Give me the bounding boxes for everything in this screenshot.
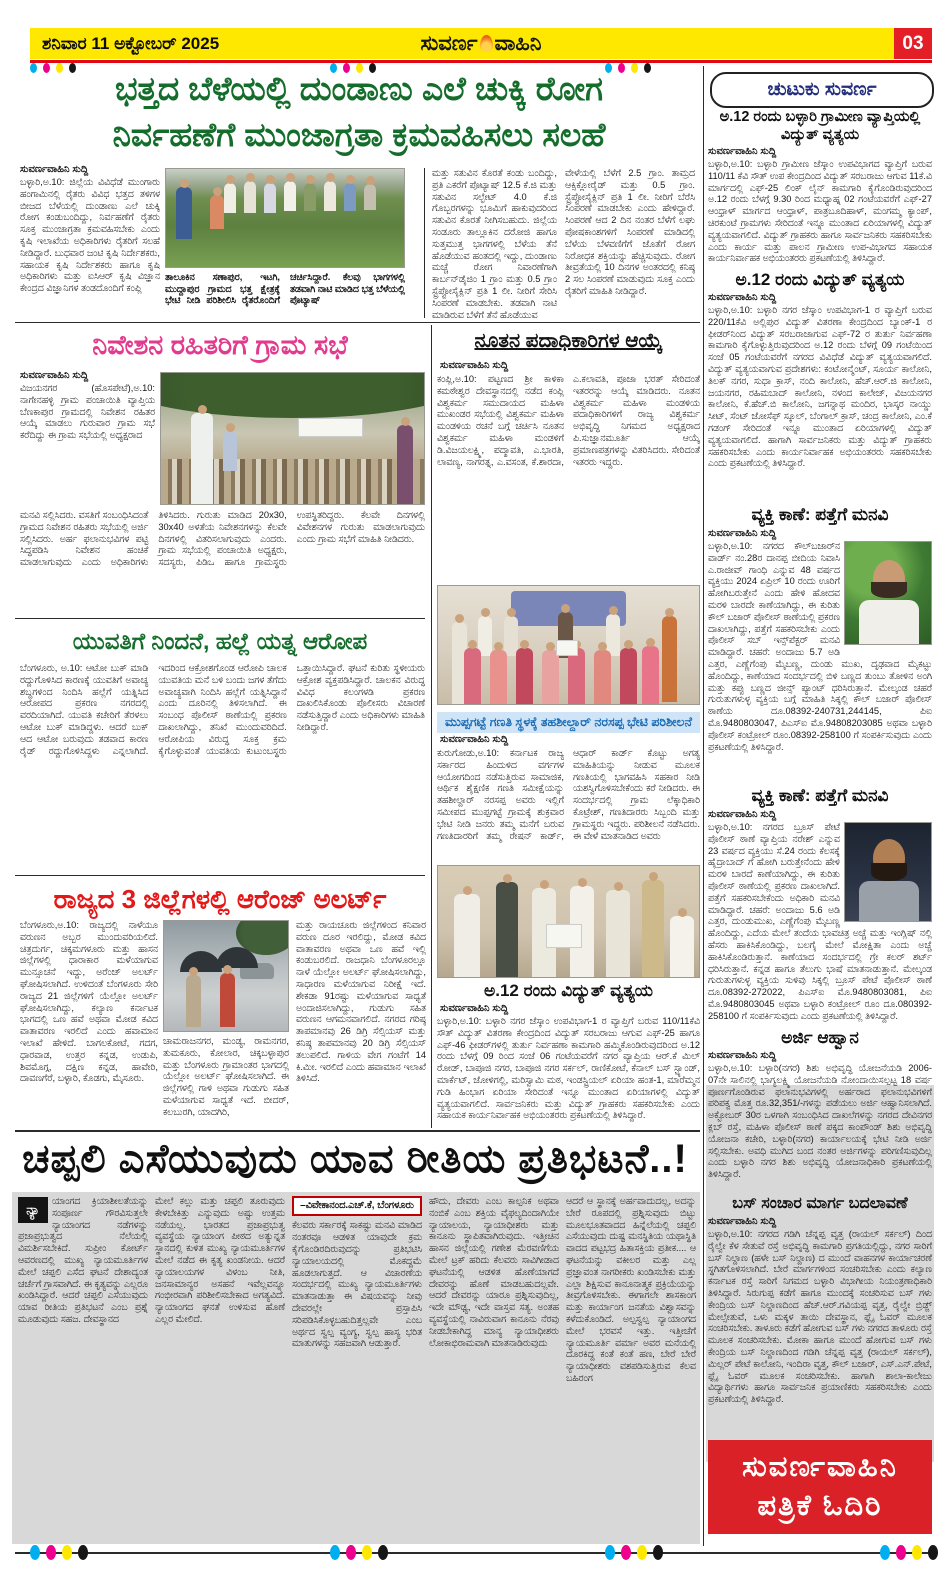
orange-alert-col1: ಬೆಂಗಳೂರು,ಅ.10: ರಾಜ್ಯದಲ್ಲಿ ನಾಳೆಯೂ ವರುಣನ ಅಬ್ಬರ ಮುಂದುವರಿಯಲಿದೆ. ಚಿತ್ರದುರ್ಗ, ಚಿಕ್ಕಮಗಳೂರು ಮತ್ತು ಹಾಸನ ಜಿಲ್ಲೆಗಳಲ್ಲಿ ಧಾರಾಕಾರ ಮಳೆಯಾಗುವ ಮುನ್ಸೂಚನೆ ಇದ್ದು, ಅರೆಂಜ್ ಅಲರ್ಟ್ ಘೋಷಿಸಲಾಗಿದೆ. ಉಳಿದಂತೆ ಬೆಂಗಳೂರು ಸೇರಿ ರಾಜ್ಯದ 21 ಜಿಲ್ಲೆಗಳಿಗೆ ಯೆಲ್ಲೋ ಅಲರ್ಟ್ ಘೋಷಿಸಲಾಗಿದ್ದು, ಕಲ್ಯಾಣ ಕರ್ನಾಟಕ ಭಾಗದಲ್ಲಿ ಒಣ ಹವೆ ಅಥವಾ ಮೋಡ ಕವಿದ ವಾತಾವರಣ ಇರಲಿದೆ ಎಂದು ಹವಾಮಾನ ಇಲಾಖೆ ಹೇಳಿದೆ. ಬಾಗಲಕೋಟೆ, ಗದಗ, ಧಾರವಾಡ, ಉತ್ತರ ಕನ್ನಡ, ಉಡುಪಿ, ಶಿವಮೊಗ್ಗ, ದಕ್ಷಿಣ ಕನ್ನಡ, ಹಾವೇರಿ, ದಾವಣಗೆರೆ, ಬಳ್ಳಾರಿ, ಕೊಡಗು, ಮೈಸೂರು. bbox=[20, 920, 158, 1084]
lead-photo bbox=[165, 168, 405, 268]
read-box-line1: ಸುವರ್ಣವಾಹಿನಿ bbox=[742, 1450, 898, 1483]
sidebar-article-4-byline: ಸುವರ್ಣವಾಹಿನಿ ಸುದ್ದಿ bbox=[708, 809, 777, 820]
registration-dots bbox=[605, 1545, 663, 1560]
section-divider bbox=[15, 322, 700, 323]
read-suvarnavahini-box bbox=[708, 1440, 932, 1534]
document bbox=[546, 924, 582, 948]
missing-person-photo-2 bbox=[844, 822, 932, 922]
sidebar-article-4-body bbox=[708, 822, 932, 1024]
section-divider bbox=[15, 1130, 700, 1132]
lead-col3: ಮತ್ತು ಸತುವಿನ ಕೊರತೆ ಕಂಡು ಬಂದಿದ್ದು, ಪ್ರತಿ ಎಕರೆಗೆ ಪೊಟ್ಯಾಷ್ 12.5 ಕೆ.ಜಿ ಮತ್ತು ಸತುವಿನ ಸಲ್ಫೇಟ್ 4.0 ಕೆ.ಜಿ ಗೊಬ್ಬರಗಳನ್ನು ಭೂಮಿಗೆ ಹಾಕುವುದರಿಂದ ಸತುವಿನ ಕೊರತೆ ನೀಗಿಸಬಹುದು. ಜಿಲ್ಲೆಯ ಸಂಡೂರು ತಾಲ್ಲೂಕಿನ ದರೋಜಿ ಹಾಗೂ ಸುತ್ತಮುತ್ತ ಭಾಗಗಳಲ್ಲಿ ಬೆಳೆಯ ತೆನೆ ಹೊಡೆಯುವ ಹಂತದಲ್ಲಿ ಇದ್ದು, ದುಂಡಾಣು ಮಚ್ಚೆ ರೋಗ ನಿವಾರಣೆಗಾಗಿ ಕಾರ್ಬನ್‌ಡೈಜಿಂ 1 ಗ್ರಾಂ ಮತ್ತು 0.5 ಗ್ರಾಂ ಸ್ಟ್ರೆಪ್ಟೋಸೈಕ್ಲಿನ್ ಪ್ರತಿ 1 ಲೀ. ನೀರಿಗೆ ಸೇರಿಸಿ ಸಿಂಪರಣೆ ಮಾಡಬೇಕು. ತಡವಾಗಿ ನಾಟಿ ಮಾಡಿರುವ ಬೆಳೆಗೆ ತೆನೆ ಹೊಡೆಯುವ bbox=[432, 168, 557, 320]
section-divider bbox=[15, 875, 425, 876]
sidebar-article-1-body: ಬಳ್ಳಾರಿ,ಅ.10: ಬಳ್ಳಾರಿ ಗ್ರಾಮೀಣ ಜೆಸ್ಕಾಂ ಉಪವಿಭಾಗದ ವ್ಯಾಪ್ತಿಗೆ ಬರುವ 110/11 ಕೆವಿ ಸೌತ್ ಉಪ ಕೇಂದ್ರದಿಂದ ವಿದ್ಯುತ್ ಸರಬರಾಜು ಆಗುವ 11ಕೆ.ವಿ ಮಾರ್ಗದಲ್ಲಿ ಎಫ್-25 ಲಿಂಕ್ ಲೈನ್ ಕಾಮಗಾರಿ ಕೈಗೊಂಡಿರುವುದರಿಂದ ಅ.12 ರಂದು ಬೆಳಗ್ಗೆ 9.30 ರಿಂದ ಮಧ್ಯಾಹ್ನ 02 ಗಂಟೆಯವರೆಗೆ ಎಫ್-27 ಆಂಧ್ರಾಳ್ ಮಾರ್ಗದ ಆಂಧ್ರಾಳ್, ಪಾತ್ರಬೂದಿಹಾಳ್, ಮಂಗಮ್ಮ ಕ್ಯಾಂಪ್, ಚಿರಕುಂಟೆ ಗ್ರಾಮಗಳು ಸೇರಿದಂತೆ ಇನ್ನೂ ಮುಂತಾದ ಏರಿಯಾಗಳಲ್ಲಿ ವಿದ್ಯುತ್ ವ್ಯತ್ಯಯವಾಗಲಿದೆ. ವಿದ್ಯುತ್ ಗ್ರಾಹಕರು ಹಾಗೂ ಸಾರ್ವಜನಿಕರು ಸಹಕರಿಸಬೇಕು ಎಂದು ಕಾರ್ಯ ಮತ್ತು ಪಾಲನ ಗ್ರಾಮೀಣ ಉಪ-ವಿಭಾಗದ ಸಹಾಯಕ ಕಾರ್ಯನಿರ್ವಾಹಕ ಅಭಿಯಂತರರು ಪ್ರಕಟಣೆಯಲ್ಲಿ ತಿಳಿಸಿದ್ದಾರೆ. bbox=[708, 159, 932, 264]
padadhikari-body: ಕಂಪ್ಲಿ,ಅ.10: ಪಟ್ಟಣದ ಶ್ರೀ ಕಾಳಿಕಾ ಕಮಠೇಶ್ವರ ದೇವಸ್ಥಾನದಲ್ಲಿ ನಡೆದ ಕಂಪ್ಲಿ ವಿಶ್ವಕರ್ಮ ಸಮುದಾಯದ ಮಹಿಳಾ ಮುಖಂಡರ ಸಭೆಯಲ್ಲಿ ವಿಶ್ವಕರ್ಮ ಮಹಿಳಾ ಮಂಡಳಿಯ ರಚನೆ ಬಗ್ಗೆ ಚರ್ಚಿಸಿ ನೂತನ ವಿಶ್ವಕರ್ಮ ಮಹಿಳಾ ಮಂಡಳಿಗೆ ಡಿ.ವಿಜಯಲಕ್ಷ್ಮಿ, ಪದ್ಮಾವತಿ, ಎ.ಭಾರತಿ, ಲಾವಣ್ಯ, ನಾಗರತ್ನ, ಎ.ವಸಂತ, ಕೆ.ಶಾರದಾ, ಎ.ಕಲಾವತಿ, ಪೂಜಾ ಭರತ್ ಸೇರಿದಂತೆ ಇತರರನ್ನು ಆಯ್ಕೆ ಮಾಡಿದರು. ನೂತನ ವಿಶ್ವಕರ್ಮ ಮಹಿಳಾ ಮಂಡಳಿಯ ಪದಾಧಿಕಾರಿಗಳಿಗೆ ರಾಜ್ಯ ವಿಶ್ವಕರ್ಮ ಅಭಿವೃದ್ಧಿ ನಿಗಮದ ಅಧ್ಯಕ್ಷರಾದ ಪಿ.ಸುಜ್ಞಾನಮೂರ್ತಿ ಆಯ್ಕೆ ಪ್ರಮಾಣಪತ್ರಗಳನ್ನು ವಿತರಿಸಿದರು. ಸೇರಿದಂತೆ ಇತರರು ಇದ್ದರು. bbox=[437, 374, 700, 467]
missing-person-photo-1 bbox=[844, 541, 932, 645]
bottom-rule bbox=[15, 1552, 935, 1554]
registration-dots bbox=[880, 1545, 938, 1560]
gram-sabha-byline: ಸುವರ್ಣವಾಹಿನಿ ಸುದ್ದಿ bbox=[20, 370, 89, 381]
chappali-col1 bbox=[18, 1196, 148, 1540]
sidebar-article-6-byline: ಸುವರ್ಣವಾಹಿನಿ ಸುದ್ದಿ bbox=[708, 1216, 777, 1227]
orange-alert-headline: ರಾಜ್ಯದ 3 ಜಿಲ್ಲೆಗಳಲ್ಲಿ ಆರೆಂಜ್ ಅಲರ್ಟ್ bbox=[53, 884, 387, 914]
vidyut-mid-headline: ಅ.12 ರಂದು ವಿದ್ಯುತ್ ವ್ಯತ್ಯಯ bbox=[484, 981, 653, 1000]
padadhikari-headline: ನೂತನ ಪದಾಧಿಕಾರಿಗಳ ಆಯ್ಕೆ bbox=[474, 330, 663, 352]
handover-photo bbox=[437, 865, 700, 978]
padadhikari-byline: ಸುವರ್ಣವಾಹಿನಿ ಸುದ್ದಿ bbox=[440, 360, 509, 371]
sidebar-article-5-byline: ಸುವರ್ಣವಾಹಿನಿ ಸುದ್ದಿ bbox=[708, 1050, 777, 1061]
newspaper-logo bbox=[30, 32, 932, 56]
certificate bbox=[556, 640, 578, 656]
section-divider bbox=[15, 618, 425, 619]
sidebar-article-5-headline: ಅರ್ಜಿ ಆಹ್ವಾನ bbox=[781, 1028, 859, 1047]
group-photo bbox=[437, 585, 700, 705]
sidebar-article-3-text: ಬಳ್ಳಾರಿ,ಅ.10: ನಗರದ ಕೌಲ್‌ಬಜಾರ್‌ನ ವಾರ್ಡ್ ನಂ.28ರ ದಾನಪ್ಪ ಬೀದಿಯ ನಿವಾಸಿ ಎ.ರಾಜೀವ್ ಗಾಂಧಿ ಎನ್ನುವ 48 ವರ್ಷದ ವ್ಯಕ್ತಿಯು 2024 ಏಪ್ರಿಲ್ 10 ರಂದು ಊರಿಗೆ ಹೋಗಿಬರುತ್ತೇನೆ ಎಂದು ಹೇಳಿ ಹೋದವ ಮರಳಿ ಬಾರದೇ ಕಾಣೆಯಾಗಿದ್ದು, ಈ ಕುರಿತು ಕೌಲ್ ಬಜಾರ್ ಪೊಲೀಸ್ ಠಾಣೆಯಲ್ಲಿ ಪ್ರಕರಣ ದಾಖಲಾಗಿದ್ದು, ಪತ್ತೆಗೆ ಸಹಕರಿಸಬೇಕು ಎಂದು ಪೊಲೀಸ್ ಸಬ್ ಇನ್ಸ್‌ಪೆಕ್ಟರ್ ಮನವಿ ಮಾಡಿದ್ದಾರೆ. ಚಹರೆ: ಅಂದಾಜು 5.7 ಅಡಿ ಎತ್ತರ, ಎಣ್ಣೆಗೆಂಪು ಮೈಬಣ್ಣ, ದುಂಡು ಮುಖ, ದೃಢವಾದ ಮೈಕಟ್ಟು ಹೊಂದಿದ್ದು, ಕಾಣೆಯಾದ ಸಂದರ್ಭದಲ್ಲಿ ಬಿಳಿ ಬಣ್ಣದ ತುಂಬು ತೋಳಿನ ಅಂಗಿ ಮತ್ತು ಕಪ್ಪು ಬಣ್ಣದ ಜೀನ್ಸ್ ಪ್ಯಾಂಟ್ ಧರಿಸಿರುತ್ತಾನೆ. ಮೇಲ್ಕಂಡ ಚಹರೆ ಗುರುತುಗಳುಳ್ಳ ವ್ಯಕ್ತಿಯ ಬಗ್ಗೆ ಮಾಹಿತಿ ಸಿಕ್ಕಲ್ಲಿ ಕೌಲ್ ಬಜಾರ್ ಪೊಲೀಸ್ ಠಾಣೆಯ ದೂ.08392-240731,244145, ಪಿಐ ಮೊ.9480803047, ಪಿಎಸ್ಐ ಮೊ.94808203085 ಅಥವಾ ಬಳ್ಳಾರಿ ಪೊಲೀಸ್ ಕಂಟ್ರೋಲ್ ರೂಂ.08392-258100 ಗೆ ಸಂಪರ್ಕಿಸುವುದು ಎಂದು ಪ್ರಕಟಣೆಯಲ್ಲಿ ತಿಳಿಸಿದ್ದಾರೆ. bbox=[708, 541, 932, 752]
sidebar-article-6-headline: ಬಸ್ ಸಂಚಾರ ಮಾರ್ಗ ಬದಲಾವಣೆ bbox=[732, 1195, 908, 1212]
sidebar-article-2-headline: ಅ.12 ರಂದು ವಿದ್ಯುತ್ ವ್ಯತ್ಯಯ bbox=[735, 270, 905, 289]
sidebar-article-5-body: ಬಳ್ಳಾರಿ,ಅ.10: ಬಳ್ಳಾರಿ(ನಗರ) ಶಿಶು ಅಭಿವೃದ್ಧಿ ಯೋಜನೆಯಡಿ 2006-07ನೇ ಸಾಲಿನಲ್ಲಿ ಭಾಗ್ಯಲಕ್ಷ್ಮಿ ಯೋಜನೆಯಡಿ ನೋಂದಾಯಿಸಲ್ಪಟ್ಟ 18 ವರ್ಷ ಪೂರ್ಣಗೊಂಡಿರುವ ಫಲಾನುಭವಿಗಳಲ್ಲಿ ಅರ್ಹರಾದ ಫಲಾನುಭವಿಗಳಿಗೆ ಪರಿಪಕ್ವ ಮೊತ್ತ ರೂ.32,351/-ಗಳನ್ನು ಪಡೆಯಲು ಅರ್ಜಿ ಆಹ್ವಾನಿಸಲಾಗಿದೆ. ಅಕ್ಟೋಬರ್ 30ರ ಒಳಗಾಗಿ ಸಂಬಂಧಿಸಿದ ದಾಖಲೆಗಳನ್ನು ನಗರದ ದೇವಿನಗರ ಕ್ಲಬ್ ರಸ್ತೆ, ಮಹಿಳಾ ಪೊಲೀಸ್ ಠಾಣೆ ಪಕ್ಕದ ಕಾಂಪೌಂಡ್ ಶಿಶು ಅಭಿವೃದ್ಧಿ ಯೋಜನಾ ಕಚೇರಿ, ಬಳ್ಳಾರಿ(ನಗರ) ಕಾರ್ಯಾಲಯಕ್ಕೆ ಭೇಟಿ ನೀಡಿ ಅರ್ಜಿ ಸಲ್ಲಿಸಬೇಕು. ಅವಧಿ ಮುಗಿದ ಬಂದ ನಂತರ ಅರ್ಜಿಗಳನ್ನು ಪರಿಗಣಿಸುವುದಿಲ್ಲ ಎಂದು ಬಳ್ಳಾರಿ ನಗರ ಶಿಶು ಅಭಿವೃದ್ಧಿ ಯೋಜನಾಧಿಕಾರಿ ಪ್ರಕಟಣೆಯಲ್ಲಿ ತಿಳಿಸಿದ್ದಾರೆ. bbox=[708, 1063, 932, 1180]
sidebar-article-2-byline: ಸುವರ್ಣವಾಹಿನಿ ಸುದ್ದಿ bbox=[708, 292, 777, 303]
lead-headline-line2: ನಿರ್ವಹಣೆಗೆ ಮುಂಜಾಗ್ರತಾ ಕ್ರಮವಹಿಸಲು ಸಲಹೆ bbox=[112, 116, 606, 154]
sidebar-article-2-body: ಬಳ್ಳಾರಿ,ಅ.10: ಬಳ್ಳಾರಿ ನಗರ ಜೆಸ್ಕಾಂ ಉಪವಿಭಾಗ-1 ರ ವ್ಯಾಪ್ತಿಗೆ ಬರುವ 220/11ಕೆವಿ ಅಲ್ಲಿಪುರ ವಿದ್ಯುತ್ ವಿತರಣಾ ಕೇಂದ್ರದಿಂದ ಬ್ಯಾಂಕ್-1 ರ ಫೀಡರ್‌ನಿಂದ ವಿದ್ಯುತ್ ಸರಬರಾಜಾಗುವ ಎಫ್-72 ರ ತುರ್ತು ನಿರ್ವಹಣಾ ಕಾಮಗಾರಿ ಕೈಗೊಳ್ಳುತ್ತಿರುವುದರಿಂದ ಅ.12 ರಂದು ಬೆಳಗ್ಗೆ 09 ಗಂಟೆಯಿಂದ ಸಂಜೆ 05 ಗಂಟೆಯವರೆಗೆ ನಗರದ ವಿವಿಧೆಡೆ ವಿದ್ಯುತ್ ವ್ಯತ್ಯಯವಾಗಲಿದೆ. ವಿದ್ಯುತ್ ವ್ಯತ್ಯಯವಾಗುವ ಪ್ರದೇಶಗಳು: ಕಂಟೋನ್ಮೆಂಟ್, ಸೂರ್ಯ ಕಾಲೋನಿ, ತಿಲಕ್ ನಗರ, ಸುಧಾ ಕ್ರಾಸ್, ನಂದಿ ಕಾಲೋನಿ, ಹೆಚ್.ಆರ್.ಜಿ ಕಾಲೋನಿ, ಜಯನಗರ, ರಹಿಮಬಾದ್ ಕಾಲೋನಿ, ನಳಂದ ಕಾಲೇಜ್, ವಿಜಯನಗರ ಕಾಲೋನಿ, ಕೆ.ಹೆಚ್.ಬಿ ಕಾಲೋನಿ, ಜಗನ್ನಾಥ ಮಂದಿರ, ಭಾಸ್ಕರ ನಾಯ್ಡು ಸೀಟ್, ಸೆಂಟ್ ಜೋಸೆಫ್ ಸ್ಕೂಲ್, ಬೆಂಗಾಲ್ ಕ್ರಾಸ್, ಚಂದ್ರ ಕಾಲೋನಿ, ಎಂ.ಕೆ ಗಡಂಗ್ ಸೇರಿದಂತೆ ಇನ್ನೂ ಮುಂತಾದ ಏರಿಯಾಗಳಲ್ಲಿ ವಿದ್ಯುತ್ ವ್ಯತ್ಯಯವಾಗಲಿದೆ. ಹಾಗಾಗಿ ಸಾರ್ವಜನಿಕರು ಮತ್ತು ವಿದ್ಯುತ್ ಗ್ರಾಹಕರು ಸಹಕರಿಸಬೇಕು ಎಂದು ಕಾರ್ಯನಿರ್ವಾಹಕ ಅಭಿಯಂತರರು ಸಹಕರಿಸಬೇಕು ಎಂದು ಪ್ರಕಟಣೆಯಲ್ಲಿ ತಿಳಿಸಿದ್ದಾರೆ. bbox=[708, 305, 932, 469]
lead-photo-caption: ತಾಲೂಕಿನ ಸಣಾಪುರ, ಇಟಗಿ, ಮುದ್ದಾಪುರ ಗ್ರಾಮದ ಭತ್ತ ಕ್ಷೇತ್ರಕ್ಕೆ ಭೇಟಿ ನೀಡಿ ಪರಿಶೀಲಿಸಿ ರೈತರೊಂದಿಗೆ ಚರ್ಚಿಸಿದ್ದಾರೆ. ಕೆಲವು ಭಾಗಗಳಲ್ಲಿ ತಡವಾಗಿ ನಾಟಿ ಮಾಡಿದ ಭತ್ತ ಬೆಳೆಯಲ್ಲಿ ಪೊಟ್ಯಾಷ್ bbox=[165, 272, 405, 306]
chappali-col1-text: ಯಾಂಗದ ಕ್ರಿಯಾಶೀಲತೆಯನ್ನು ಸಂಪೂರ್ಣ ಗೌರವಿಸುತ್ತಲೇ ನ್ಯಾಯಾಂಗದ ನಡೆಗಳನ್ನು ಪ್ರಜಾಪ್ರಭುತ್ವದ ನೆಲೆಯಲ್ಲಿ ವಿಮರ್ಶಿಸಬೇಕಿದೆ. ಸುಪ್ರೀಂ ಕೋರ್ಟ್ ಆವರಣದಲ್ಲಿ ಮುಖ್ಯ ನ್ಯಾಯಮೂರ್ತಿಗಳ ಮೇಲೆ ಚಪ್ಪಲಿ ಎಸೆದ ಘಟನೆ ದೇಶಾದ್ಯಂತ ಚರ್ಚೆಗೆ ಗ್ರಾಸವಾಗಿದೆ. ಈ ಕೃತ್ಯವನ್ನು ಎಲ್ಲರೂ ಖಂಡಿಸಿದ್ದಾರೆ. ಆದರೆ ಚಪ್ಪಲಿ ಎಸೆಯುವುದು ಯಾವ ರೀತಿಯ ಪ್ರತಿಭಟನೆ ಎಂಬ ಪ್ರಶ್ನೆ ಮೂಡುವುದು ಸಹಜ. ದೇವಸ್ಥಾನದ bbox=[18, 1196, 148, 1324]
sidebar-article-1-headline: ಅ.12 ರಂದು ಬಳ್ಳಾರಿ ಗ್ರಾಮೀಣ ವ್ಯಾಪ್ತಿಯಲ್ಲಿ ವಿದ್ಯುತ್ ವ್ಯತ್ಯಯ bbox=[719, 109, 921, 144]
ganati-byline: ಸುವರ್ಣವಾಹಿನಿ ಸುದ್ದಿ bbox=[440, 734, 509, 745]
registration-dots bbox=[330, 1545, 388, 1560]
sidebar-article-6-body: ಬಳ್ಳಾರಿ,ಅ.10: ನಗರದ ಗಡಿಗಿ ಚೆನ್ನಪ್ಪ ವೃತ್ತ (ರಾಯಲ್ ಸರ್ಕಲ್) ದಿಂದ ರೈಲ್ವೇ ಕೆಳ ಸೇತುವೆ ರಸ್ತೆ ಅಭಿವೃದ್ಧಿ ಕಾಮಗಾರಿ ಪ್ರಗತಿಯಲ್ಲಿದ್ದು, ನಗರ ಸಾರಿಗೆ ಬಸ್ ನಿಲ್ದಾಣ (ಹಳೇ ಬಸ್ ನಿಲ್ದಾಣ) ದ ಮುಂದೆ ವಾಹನಗಳ ಕಾರ್ಯಾಚರಣೆ ಸ್ಥಗಿತಗೊಳಿಸಲಾಗಿದೆ. ಬೇರೆ ಮಾರ್ಗಗಳಿಂದ ಸಂಚರಿಸಬೇಕು ಎಂದು ಕಲ್ಯಾಣ ಕರ್ನಾಟಕ ರಸ್ತೆ ಸಾರಿಗೆ ನಿಗಮದ ಬಳ್ಳಾರಿ ವಿಭಾಗೀಯ ನಿಯಂತ್ರಣಾಧಿಕಾರಿ ತಿಳಿಸಿದ್ದಾರೆ. ಸಿರುಗುಪ್ಪ ಕಡೆಗೆ ಹಾಗೂ ಮುಂದಕ್ಕೆ ಸಂಚರಿಸುವ ಬಸ್ ಗಳು ಕೇಂದ್ರಿಯ ಬಸ್ ನಿಲ್ದಾಣದಿಂದ ಹೆಚ್.ಆರ್.ಗವಿಯಪ್ಪ ವೃತ್ತ, ರೈಲ್ವೇ ಬ್ರಿಡ್ಜ್ ಮೇಲ್ಸೇತುವೆ, ಒಳು ಮಕ್ಕಳ ತಾಯಿ ದೇವಸ್ಥಾನ, ಫ್ಲೈ ಓವರ್ ಮೂಲಕ ಸಂಚರಿಸಬೇಕು. ತಾಳೂರು ಕಡೆಗೆ ಹೋಗುವ ಬಸ್ ಗಳು ನಗರದ ತಾಳೂರು ರಸ್ತೆ ಮೂಲಕ ಸಂಚರಿಸಬೇಕು. ಮೋಕಾ ಹಾಗೂ ಮುಂದೆ ಹೋಗುವ ಬಸ್ ಗಳು ಕೇಂದ್ರಿಯ ಬಸ್ ನಿಲ್ದಾಣದಿಂದ ಗಡಿಗಿ ಚೆನ್ನಪ್ಪ ವೃತ್ತ (ರಾಯಲ್ ಸರ್ಕಲ್), ಮಿಲ್ಲರ್ ಪೇಟೆ ಕಾಲೋನಿ, ಇಂದಿರಾ ವೃತ್ತ, ಕೌಲ್ ಬಜಾರ್, ಎಸ್.ಎನ್.ಪೇಟೆ, ಫ್ಲೈ ಓವರ್ ಮೂಲಕ ಸಂಚರಿಸಬೇಕು. ಹಾಗಾಗಿ ಶಾಲಾ-ಕಾಲೇಜು ವಿದ್ಯಾರ್ಥಿಗಳು ಹಾಗೂ ಸಾರ್ವಜನಿಕ ಪ್ರಯಾಣಿಕರು ಸಹಕರಿಸಬೇಕು ಎಂದು ಪ್ರಕಟಣೆಯಲ್ಲಿ ತಿಳಿಸಿದ್ದಾರೆ. bbox=[708, 1229, 932, 1405]
banner bbox=[298, 418, 363, 437]
sidebar-article-3-body bbox=[708, 541, 932, 782]
page-number-badge: 03 bbox=[894, 28, 932, 59]
author-box: –ವಿವೇಕಾನಂದ.ಎಚ್.ಕೆ, ಬೆಂಗಳೂರು bbox=[292, 1196, 422, 1216]
logo-text-right: ವಾಹಿನಿ bbox=[494, 31, 542, 55]
chappali-col3-text: ಕೆಲವರು ಸರ್ಕಾರಕ್ಕೆ ಸಾಕಷ್ಟು ಮನವಿ ಮಾಡಿದ ನಂತರವೂ ಆಡಳಿತ ಯಾವುದೇ ಕ್ರಮ ಕೈಗೊಂಡಿರದಿರುವುದನ್ನು ಪ್ರತಿಭಟಿಸಿ ನ್ಯಾಯಾಲಯದಲ್ಲಿ ಮೊಕದ್ದಮೆ ಹೂಡಲಾಗುತ್ತದೆ. ಆ ವಿಚಾರಣೆಯ ಸಂದರ್ಭದಲ್ಲಿ ಮುಖ್ಯ ನ್ಯಾಯಮೂರ್ತಿಗಳು ಮಾತನಾಡುತ್ತಾ ಈ ವಿಷಯವನ್ನು ನೀವು ದೇವರಲ್ಲೇ ಪ್ರಸ್ತಾಪಿಸಿ ಸರಿಪಡಿಸಿಕೊಳ್ಳಬಹುದಿತ್ತಲ್ಲವೇ ಎಂಬ ಅರ್ಥದ ಸ್ವಲ್ಪ ವ್ಯಂಗ್ಯ, ಸ್ವಲ್ಪ ಹಾಸ್ಯ ಭರಿತ ಮಾತುಗಳನ್ನು ಸಹಜವಾಗಿ ಆಡುತ್ತಾರೆ. bbox=[292, 1220, 422, 1349]
lead-headline-line1: ಭತ್ತದ ಬೆಳೆಯಲ್ಲಿ ದುಂಡಾಣು ಎಲೆ ಚುಕ್ಕಿ ರೋಗ bbox=[114, 70, 603, 107]
vidyut-mid-body: ಬಳ್ಳಾರಿ,ಅ.10: ಬಳ್ಳಾರಿ ನಗರ ಜೆಸ್ಕಾಂ ಉಪವಿಭಾಗ-1 ರ ವ್ಯಾಪ್ತಿಗೆ ಬರುವ 110/11ಕೆವಿ ಸೌತ್ ವಿದ್ಯುತ್ ವಿತರಣಾ ಕೇಂದ್ರದಿಂದ ವಿದ್ಯುತ್ ಸರಬರಾಜು ಆಗುವ ಎಫ್-25 ಹಾಗೂ ಎಫ್-46 ಫೀಡರ್‌ಗಳಲ್ಲಿ ತುರ್ತು ನಿರ್ವಹಣಾ ಕಾಮಗಾರಿ ಹಮ್ಮಿಕೊಂಡಿರುವುದರಿಂದ ಅ.12 ರಂದು ಬೆಳಗ್ಗೆ 09 ರಿಂದ ಸಂಜೆ 06 ಗಂಟೆಯವರೆಗೆ ನಗರ ವ್ಯಾಪ್ತಿಯ ಆರ್.ಕೆ ಮಿಲ್ ರೋಡ್, ಬಾಪೂಜಿ ನಗರ, ಬಾಪೂಜಿ ನಗರ ಸರ್ಕಲ್, ರಾಣಿಕೋಟೆ, ಕೆನಾಲ್ ಬಸ್ ಸ್ಟ್ಯಾಂಡ್, ಮಾರ್ಕೆಟ್, ಜೋಳಿಗಲ್ಲಿ, ಮರಿಸ್ವಾಮಿ ಮಠ, ಇಂಡಸ್ಟ್ರಿಯಲ್ ಏರಿಯಾ ಹಂತ-1, ಮಾರೆಮ್ಮನ ಗುಡಿ ಹಿಂಭಾಗ ಏರಿಯಾ ಸೇರಿದಂತೆ ಇನ್ನೂ ಮುಂತಾದ ಏರಿಯಾಗಳಲ್ಲಿ ವಿದ್ಯುತ್ ವ್ಯತ್ಯಯವಾಗಲಿದೆ. ಸಾರ್ವಜನಿಕರು ಮತ್ತು ವಿದ್ಯುತ್ ಗ್ರಾಹಕರು ಸಹಕರಿಸಬೇಕು ಎಂದು ಸಹಾಯಕ ಕಾರ್ಯನಿರ್ವಾಹಕ ಅಭಿಯಂತರರು ಪ್ರಕಟಣೆಯಲ್ಲಿ ತಿಳಿಸಿದ್ದಾರೆ. bbox=[437, 1016, 700, 1121]
yuvati-body: ಬೆಂಗಳೂರು, ಅ.10: ಆಟೋ ಬುಕ್ ಮಾಡಿ ರದ್ದುಗೊಳಿಸಿದ ಕಾರಣಕ್ಕೆ ಯುವತಿಗೆ ಅವಾಚ್ಯ ಶಬ್ದಗಳಿಂದ ನಿಂದಿಸಿ ಹಲ್ಲೆಗೆ ಯತ್ನಿಸಿದ ಆರೋಪದ ಪ್ರಕರಣ ನಗರದಲ್ಲಿ ವರದಿಯಾಗಿದೆ. ಯುವತಿ ಕಚೇರಿಗೆ ತೆರಳಲು ಆಟೋ ಬುಕ್ ಮಾಡಿದ್ದಳು. ಆದರೆ ಬುಕ್ ಆದ ಆಟೋ ಬರುವುದು ತಡವಾದ ಕಾರಣ ರೈಡ್ ರದ್ದುಗೊಳಿಸಿದ್ದಳು ಎನ್ನಲಾಗಿದೆ. ಇದರಿಂದ ಆಕ್ರೋಶಗೊಂಡ ಆರೋಪಿ ಚಾಲಕ ಯುವತಿಯ ಮನೆ ಬಳಿ ಬಂದು ಜಗಳ ತೆಗೆದು ಅವಾಚ್ಯವಾಗಿ ನಿಂದಿಸಿ ಹಲ್ಲೆಗೆ ಯತ್ನಿಸಿದ್ದಾನೆ ಎಂದು ದೂರಿನಲ್ಲಿ ತಿಳಿಸಲಾಗಿದೆ. ಈ ಸಂಬಂಧ ಪೊಲೀಸ್ ಠಾಣೆಯಲ್ಲಿ ಪ್ರಕರಣ ದಾಖಲಾಗಿದ್ದು, ತನಿಖೆ ಮುಂದುವರಿದಿದೆ. ಆರೋಪಿಯ ವಿರುದ್ಧ ಸೂಕ್ತ ಕ್ರಮ ಕೈಗೊಳ್ಳುವಂತೆ ಯುವತಿಯ ಕುಟುಂಬಸ್ಥರು ಒತ್ತಾಯಿಸಿದ್ದಾರೆ. ಘಟನೆ ಕುರಿತು ಸ್ಥಳೀಯರು ಆಕ್ರೋಶ ವ್ಯಕ್ತಪಡಿಸಿದ್ದಾರೆ. ಚಾಲಕನ ವಿರುದ್ಧ ವಿವಿಧ ಕಲಂಗಳಡಿ ಪ್ರಕರಣ ದಾಖಲಿಸಿಕೊಂಡು ಪೊಲೀಸರು ವಿಚಾರಣೆ ನಡೆಸುತ್ತಿದ್ದಾರೆ ಎಂದು ಅಧಿಕಾರಿಗಳು ಮಾಹಿತಿ ನೀಡಿದ್ದಾರೆ. bbox=[20, 663, 425, 756]
sidebar-article-4-text: ಬಳ್ಳಾರಿ,ಅ.10: ನಗರದ ಬ್ರೂಸ್ ಪೇಟೆ ಪೊಲೀಸ್ ಠಾಣೆ ವ್ಯಾಪ್ತಿಯ ನರೇಶ್ ಎನ್ನುವ 23 ವರ್ಷದ ವ್ಯಕ್ತಿಯು ಸೆ.24 ರಂದು ಕೆಲಸಕ್ಕೆ ಹೈದ್ರಾಬಾದ್ ಗೆ ಹೋಗಿ ಬರುತ್ತೇನೆಂದು ಹೇಳಿ ಮರಳಿ ಬಾರದೆ ಕಾಣೆಯಾಗಿದ್ದು, ಈ ಕುರಿತು ಪೊಲೀಸ್ ಠಾಣೆಯಲ್ಲಿ ಪ್ರಕರಣ ದಾಖಲಾಗಿದೆ. ಪತ್ತೆಗೆ ಸಹಕರಿಸಬೇಕೆಂದು ಅಧಿಕಾರಿ ಮನವಿ ಮಾಡಿದ್ದಾರೆ. ಚಹರೆ: ಅಂದಾಜು 5.6 ಅಡಿ ಎತ್ತರ, ದುಂಡುಮುಖ, ಎಣ್ಣೆಗೆಂಪು ಮೈಬಣ್ಣ ಹೊಂದಿದ್ದು, ಎದೆಯ ಮೇಲೆ ತಂದೆಯ ಭಾವಚಿತ್ರ ಅಚ್ಚೆ ಮತ್ತು ಇಂಗ್ಲಿಷ್ ನಲ್ಲಿ ಹೆಸರು ಹಾಕಿಸಿಕೊಂಡಿದ್ದು, ಬಲಗೈ ಮೇಲೆ ಮೋಕ್ಷಿತಾ ಎಂದು ಅಚ್ಚೆ ಹಾಕಿಸಿಕೊಂಡಿರುತ್ತಾನೆ. ಕಾಣೆಯಾದ ಸಂದರ್ಭದಲ್ಲಿ ಗ್ರೇ ಕಲರ್ ಶರ್ಟ್ ಧರಿಸಿರುತ್ತಾನೆ. ಕನ್ನಡ ಹಾಗೂ ತೆಲುಗು ಭಾಷೆ ಮಾತನಾಡುತ್ತಾನೆ. ಮೇಲ್ಕಂಡ ಗುರುತುಗಳುಳ್ಳ ವ್ಯಕ್ತಿಯ ಸುಳಿವು ಸಿಕ್ಕಲ್ಲಿ ಬ್ರೂಸ್ ಪೇಟೆ ಪೊಲೀಸ್ ಠಾಣೆ ದೂ.08392-272022, ಪಿಎಸ್ಐ ಮೊ.9480803081, ಪಿಐ ಮೊ.9480803045 ಅಥವಾ ಬಳ್ಳಾರಿ ಕಂಟ್ರೋಲ್ ರೂಂ ದೂ.080392-258100 ಗೆ ಸಂಪರ್ಕಿಸುವುದು ಎಂದು ಪ್ರಕಟಣೆಯಲ್ಲಿ ತಿಳಿಸಿದ್ದಾರೆ. bbox=[708, 822, 932, 1021]
ganati-body: ಕುರುಗೋಡು,ಅ.10: ಕರ್ನಾಟಕ ರಾಜ್ಯ ಸರ್ಕಾರದ ಹಿಂದುಳಿದ ವರ್ಗಗಳ ಆಯೋಗದಿಂದ ನಡೆಸುತ್ತಿರುವ ಸಾಮಾಜಿಕ, ಆರ್ಥಿಕ ಶೈಕ್ಷಣಿಕ ಗಣತಿ ಸಮೀಕ್ಷೆಯನ್ನು ತಹಶೀಲ್ದಾರ್ ನರಸಪ್ಪ ಅವರು ಇಲ್ಲಿಗೆ ಸಮೀಪದ ಮುಪ್ಪಗಟ್ಟೆ ಗ್ರಾಮಕ್ಕೆ ಶುಕ್ರವಾರ ಭೇಟಿ ನೀಡಿ ಜನರು ತಮ್ಮ ಮನೆಗೆ ಬರುವ ಗಣತಿದಾರರಿಗೆ ತಮ್ಮ ರೇಷನ್ ಕಾರ್ಡ್, ಆಧಾರ್ ಕಾರ್ಡ್ ಕೊಟ್ಟು ಅಗತ್ಯ ಮಾಹಿತಿಯನ್ನು ನೀಡುವ ಮೂಲಕ ಗಣತಿಯಲ್ಲಿ ಭಾಗವಹಿಸಿ ಸಹಕಾರ ನೀಡಿ ಯಶಸ್ವಿಗೊಳಿಸಬೇಕೆಂದು ಕರೆ ನೀಡಿದರು. ಈ ಸಂದರ್ಭದಲ್ಲಿ ಗ್ರಾಮ ಲೆಕ್ಕಾಧಿಕಾರಿ ಕೊಟ್ರೇಶ್, ಗಣತಿದಾರರು ಸಿಬ್ಬಂದಿ ಮತ್ತು ಗ್ರಾಮಸ್ಥರು ಇದ್ದರು. ಪರಿಶೀಲನೆ ನಡೆಸಿದರು. ಈ ವೇಳೆ ಮಾತನಾಡಿದ ಅವರು bbox=[437, 748, 700, 841]
gram-sabha-headline: ನಿವೇಶನ ರಹಿತರಿಗೆ ಗ್ರಾಮ ಸಭೆ bbox=[92, 330, 348, 360]
chutuku-box: ಚುಟುಕು ಸುವರ್ಣ bbox=[710, 72, 934, 108]
orange-alert-col2: ಚಾಮರಾಜನಗರ, ಮಂಡ್ಯ, ರಾಮನಗರ, ತುಮಕೂರು, ಕೋಲಾರ, ಚಿಕ್ಕಬಳ್ಳಾಪುರ ಮತ್ತು ಬೆಂಗಳೂರು ಗ್ರಾಮಾಂತರ ಭಾಗದಲ್ಲಿ ಯೆಲ್ಲೋ ಅಲರ್ಟ್ ಘೋಷಿಸಲಾಗಿದೆ. ಈ ಜಿಲ್ಲೆಗಳಲ್ಲಿ ಗಾಳಿ ಅಥವಾ ಗುಡುಗು ಸಹಿತ ಮಳೆಯಾಗುವ ಸಾಧ್ಯತೆ ಇದೆ. ಬೀದರ್, ಕಲಬುರಗಿ, ಯಾದಗಿರಿ, bbox=[163, 1036, 289, 1117]
masthead-rule bbox=[30, 60, 932, 63]
registration-dots bbox=[30, 1545, 88, 1560]
lead-col4: ವೇಳೆಯಲ್ಲಿ ಬೆಳೆಗೆ 2.5 ಗ್ರಾಂ. ತಾಮ್ರದ ಆಕ್ಸಿಕ್ಲೋರೈಡ್ ಮತ್ತು 0.5 ಗ್ರಾಂ. ಸ್ಟ್ರೆಪ್ಟೋಸೈಕ್ಲಿನ್ ಪ್ರತಿ 1 ಲೀ. ನೀರಿಗೆ ಬೆರೆಸಿ ಸಿಂಪರಣೆ ಮಾಡಬೇಕು ಎಂದು ಹೇಳಿದ್ದಾರೆ. ಸಿಂಪರಣೆ ಆದ 2 ದಿನ ನಂತರ ಬೆಳೆಗೆ ಲಘು ಪೋಷಕಾಂಶಗಳಿಗೆ ಸಿಂಪರಣೆ ಮಾಡಿದಲ್ಲಿ ಬೆಳೆಯ ಬೆಳವಣಿಗೆಗೆ ಜೊತೆಗೆ ರೋಗ ನಿರೋಧಕ ಶಕ್ತಿಯನ್ನು ಹೆಚ್ಚಿಸುವುದು. ರೋಗ ತೀವ್ರತೆಯಲ್ಲಿ 10 ದಿನಗಳ ಅಂತರದಲ್ಲಿ ಕನಿಷ್ಠ 2 ಸಲ ಸಿಂಪರಣೆ ಮಾಡುವುದು ಸೂಕ್ತ ಎಂದು ರೈತರಿಗೆ ಮಾಹಿತಿ ನೀಡಿದ್ದಾರೆ. bbox=[565, 168, 695, 296]
lead-byline: ಸುವರ್ಣವಾಹಿನಿ ಸುದ್ದಿ bbox=[20, 164, 89, 175]
gram-sabha-photo bbox=[160, 372, 425, 505]
sidebar-article-1-byline: ಸುವರ್ಣವಾಹಿನಿ ಸುದ್ದಿ bbox=[708, 146, 777, 157]
vidyut-mid-byline: ಸುವರ್ಣವಾಹಿನಿ ಸುದ್ದಿ bbox=[440, 1003, 509, 1014]
lead-headline bbox=[15, 66, 703, 158]
column-divider bbox=[431, 325, 432, 1128]
sidebar-divider bbox=[703, 66, 704, 1546]
sidebar-article-3-byline: ಸುವರ್ಣವಾಹಿನಿ ಸುದ್ದಿ bbox=[708, 528, 777, 539]
chappali-headline: ಚಪ್ಪಲಿ ಎಸೆಯುವುದು ಯಾವ ರೀತಿಯ ಪ್ರತಿಭಟನೆ..! bbox=[22, 1137, 688, 1181]
masthead-date: ಶನಿವಾರ 11 ಅಕ್ಟೋಬರ್ 2025 bbox=[42, 33, 220, 53]
umbrella-shape bbox=[180, 951, 222, 972]
sidebar-article-4-headline: ವ್ಯಕ್ತಿ ಕಾಣೆ: ಪತ್ತೆಗೆ ಮನವಿ bbox=[751, 786, 889, 805]
rain-photo bbox=[163, 920, 289, 1032]
orange-alert-col3: ಮತ್ತು ರಾಯಚೂರು ಜಿಲ್ಲೆಗಳಿಂದ ಕನಿವಾರ ವರುಣ ದೂರ ಇರಲಿದ್ದು, ಮೋಡ ಕವಿದ ವಾತಾವರಣ ಅಥವಾ ಒಣ ಹವೆ ಇಲ್ಲಿ ಕಂಡುಬರಲಿದೆ. ರಾಜಧಾನಿ ಬೆಂಗಳೂರಲ್ಲೂ ನಾಳೆ ಯೆಲ್ಲೋ ಅಲರ್ಟ್ ಘೋಷಿಸಲಾಗಿದ್ದು, ಸಾಧಾರಣ ಮಳೆಯಾಗುವ ನಿರೀಕ್ಷೆ ಇದೆ. ಶೇಕಡಾ 91ರಷ್ಟು ಮಳೆಯಾಗುವ ಸಾಧ್ಯತೆ ಅಂದಾಜಿಸಲಾಗಿದ್ದು, ಗುಡುಗು ಸಹಿತ ವರುಣನ ಆಗಮನವಾಗಲಿದೆ. ನಗರದ ಗರಿಷ್ಠ ತಾಪಮಾನವು 26 ಡಿಗ್ರಿ ಸೆಲ್ಸಿಯಸ್ ಮತ್ತು ಕನಿಷ್ಠ ತಾಪಮಾನವು 20 ಡಿಗ್ರಿ ಸೆಲ್ಸಿಯಸ್ ತಲುಪಲಿದೆ. ಗಾಳಿಯ ವೇಗ ಗಂಟೆಗೆ 14 ಕಿ.ಮೀ. ಇರಲಿದೆ ಎಂದು ಹವಾಮಾನ ಇಲಾಖೆ ತಿಳಿಸಿದೆ. bbox=[296, 920, 426, 1084]
yuvati-headline: ಯುವತಿಗೆ ನಿಂದನೆ, ಹಲ್ಲೆ ಯತ್ನ ಆರೋಪ bbox=[72, 628, 368, 654]
dropcap: ನ್ಯಾ bbox=[18, 1197, 48, 1223]
column-divider bbox=[424, 168, 425, 318]
gram-sabha-col1: ವಿಜಯನಗರ (ಹೊಸಪೇಟೆ),ಅ.10: ನಾಗೇನಹಳ್ಳಿ ಗ್ರಾಮ ಪಂಚಾಯಿತಿ ವ್ಯಾಪ್ತಿಯ ಬೆಣಕಾಪುರ ಗ್ರಾಮದಲ್ಲಿ ನಿವೇಶನ ರಹಿತರ ಆಯ್ಕೆ ಮಾಡಲು ಗುರುವಾರ ಗ್ರಾಮ ಸಭೆ ಕರೆದಿದ್ದು ಈ ಗ್ರಾಮ ಸಭೆಯಲ್ಲಿ ಅಧ್ಯಕ್ಷರಾದ bbox=[20, 383, 155, 441]
chappali-col3 bbox=[292, 1196, 422, 1540]
chappali-col2: ಮೇಲೆ ಕಲ್ಲು ಮತ್ತು ಚಪ್ಪಲಿ ತೂರುವುದು ಕೇಳಬೇಕಿತ್ತು ಎನ್ನುವುದು ಅಷ್ಟು ಉತ್ತಮ ನಡೆಯಲ್ಲ. ಭಾರತದ ಪ್ರಜಾಪ್ರಭುತ್ವ ವ್ಯವಸ್ಥೆಯ ನ್ಯಾಯಾಂಗ ಪೀಠದ ಅತ್ಯುನ್ನತ ಸ್ಥಾನದಲ್ಲಿ ಕುಳಿತ ಮುಖ್ಯ ನ್ಯಾಯಮೂರ್ತಿಗಳ ಮೇಲೆ ನಡೆದ ಈ ಕೃತ್ಯ ಖಂಡನೀಯ. ಆದರೆ ನ್ಯಾಯಾಲಯಗಳ ವಿಳಂಬ ನೀತಿ, ಜನಸಾಮಾನ್ಯರ ಅಸಹನೆ ಇವೆಲ್ಲವನ್ನೂ ಗಂಭೀರವಾಗಿ ಪರಿಶೀಲಿಸಬೇಕಾದ ಅಗತ್ಯವಿದೆ. ನ್ಯಾಯಾಂಗದ ಘನತೆ ಉಳಿಸುವ ಹೊಣೆ ಎಲ್ಲರ ಮೇಲಿದೆ. bbox=[155, 1196, 285, 1324]
chappali-col4: ಹೌದು, ದೇವರು ಎಂಬ ಕಾಲ್ಪನಿಕ ಅಥವಾ ನಂಬಿಕೆ ಎಂಬ ಶಕ್ತಿಯ ವೈಫಲ್ಯದಿಂದಾಗಿಯೇ ನ್ಯಾಯಾಲಯ, ನ್ಯಾಯಾಧೀಶರು ಮತ್ತು ಕಾನೂನು ಸ್ಥಾಪಿತವಾಗಿರುವುದು. ಇತ್ತೀಚಿನ ಹಾಸನ ಜಿಲ್ಲೆಯಲ್ಲಿ ಗಣೇಶ ಮೆರವಣಿಗೆಯ ಮೇಲೆ ಟ್ರಕ್ ಹರಿದು ಕೆಲವರು ಸಾವಿಗೀಡಾದ ಘಟನೆಯಲ್ಲಿ ಆಡಳಿತ ಹೊಣೆಯಾಗದೆ ದೇವರನ್ನು ಹೊಣೆ ಮಾಡಬಹುದಲ್ಲವೇ. ಆದರೆ ದೇವರನ್ನು ಯಾರೂ ಪ್ರಶ್ನಿಸುವುದಿಲ್ಲ, ಇದೇ ಮೌಢ್ಯ, ಇದೇ ವಾಸ್ತವ ಸತ್ಯ. ಅಂತಹ ವ್ಯವಸ್ಥೆಯಲ್ಲಿ ನಾವಿರುವಾಗ ಕಾನೂನು ನೆರವು ನೀಡಬೇಕಾಗಿದ್ದ ಮಾನ್ಯ ನ್ಯಾಯಾಧೀಶರು ಲೋಕಾಭಿರಾಮವಾಗಿ ಮಾತನಾಡಿರುವುದು bbox=[429, 1196, 559, 1348]
gram-sabha-below: ಮನವಿ ಸಲ್ಲಿಸಿದರು. ವಸತಿಗೆ ಸಂಬಂಧಿಸಿದಂತೆ ಗ್ರಾಮದ ನಿವೇಶನ ರಹಿತರು ಸಭೆಯಲ್ಲಿ ಅರ್ಜಿ ಸಲ್ಲಿಸಿದರು. ಅರ್ಹ ಫಲಾನುಭವಿಗಳ ಪಟ್ಟಿ ಸಿದ್ಧಪಡಿಸಿ ನಿವೇಶನ ಹಂಚಿಕೆ ಮಾಡಲಾಗುವುದು ಎಂದು ಅಧಿಕಾರಿಗಳು ತಿಳಿಸಿದರು. ಗುರುತು ಮಾಡಿದ 20x30, 30x40 ಅಳತೆಯ ನಿವೇಶನಗಳನ್ನು ಕೆಲವೇ ದಿನಗಳಲ್ಲಿ ವಿತರಿಸಲಾಗುವುದು ಎಂದರು. ಗ್ರಾಮ ಸಭೆಯಲ್ಲಿ ಪಂಚಾಯಿತಿ ಅಧ್ಯಕ್ಷರು, ಸದಸ್ಯರು, ಪಿಡಿಒ ಹಾಗೂ ಗ್ರಾಮಸ್ಥರು ಉಪಸ್ಥಿತರಿದ್ದರು. ಕೆಲವೇ ದಿನಗಳಲ್ಲಿ ವಿವೇಶನಗಳ ಗುರುತು ಮಾಡಲಾಗುವುದು ಎಂದು ಗ್ರಾಮ ಸಭೆಗೆ ಮಾಹಿತಿ ನೀಡಿದರು. bbox=[20, 510, 425, 568]
read-box-line2: ಪತ್ರಿಕೆ ಓದಿರಿ bbox=[757, 1490, 883, 1522]
sidebar-article-3-headline: ವ್ಯಕ್ತಿ ಕಾಣೆ: ಪತ್ತೆಗೆ ಮನವಿ bbox=[751, 505, 889, 524]
lead-col1: ಬಳ್ಳಾರಿ,ಅ.10: ಜಿಲ್ಲೆಯ ವಿವಿಧೆಡೆ ಮುಂಗಾರು ಹಂಗಾಮಿನಲ್ಲಿ ರೈತರು ವಿವಿಧ ಭತ್ತದ ತಳಿಗಳ ಬೀಜದ ಬೆಳೆಯಲ್ಲಿ ದುಂಡಾಣು ಎಲೆ ಚುಕ್ಕಿ ರೋಗ ಕಂಡುಬಂದಿದ್ದು, ನಿರ್ವಹಣೆಗೆ ರೈತರು ಸೂಕ್ತ ಮುಂಜಾಗ್ರತಾ ಕ್ರಮವಹಿಸಬೇಕು ಎಂದು ಕೃಷಿ ಇಲಾಖೆಯ ಅಧಿಕಾರಿಗಳು ರೈತರಿಗೆ ಸಲಹೆ ನೀಡಿದ್ದಾರೆ. ಬುಧವಾರ ಜಂಟಿ ಕೃಷಿ ನಿರ್ದೇಶಕರು, ಸಹಾಯಕ ಕೃಷಿ ನಿರ್ದೇಶಕರು ಹಾಗೂ ಕೃಷಿ ಅಧಿಕಾರಿಗಳು ಮತ್ತು ಐಸಿಆರ್ ಕೃಷಿ ವಿಜ್ಞಾನ ಕೇಂದ್ರದ ವಿಜ್ಞಾನಿಗಳ ತಂಡದೊಂದಿಗೆ ಕಂಪ್ಲಿ bbox=[20, 177, 160, 294]
logo-text-left: ಸುವರ್ಣ bbox=[420, 31, 478, 55]
masthead bbox=[30, 28, 932, 59]
flame-icon bbox=[480, 35, 493, 52]
chappali-col5: ಆದರೆ ಆ ಸ್ಥಾನಕ್ಕೆ ಅರ್ಹವಾದುದಲ್ಲ, ಅದನ್ನು ಬೇರೆ ರೂಪದಲ್ಲಿ ಪ್ರಶ್ನಿಸುವುದು ಬಿಟ್ಟು ಮೂಲಭೂತವಾದದ ಹಿನ್ನೆಲೆಯಲ್ಲಿ ಚಪ್ಪಲಿ ಎಸೆಯುವುದು ದುಷ್ಟ ಮನಸ್ಥಿತಿಯ ಯಥಾಸ್ಥಿತಿ ವಾದದ ಪಟ್ಟಭದ್ರ ಹಿತಾಸಕ್ತಿಯ ಪ್ರತೀಕ.... ಆ ಘಟನೆಯನ್ನು ವಕೀಲರ ಮತ್ತು ಎಲ್ಲ ಪ್ರಜ್ಞಾವಂತ ನಾಗರೀಕರು ಖಂಡಿಸಬೇಕು ಮತ್ತು ಎಲ್ಲಾ ಶಿಕ್ಷಿಸುವ ಕಾನೂನಾತ್ಮಕ ಪ್ರಕ್ರಿಯೆಯನ್ನು ತೀವ್ರಗೊಳಿಸಬೇಕು. ಈಗಾಗಲೇ ಶಾಸಕಾಂಗ ಮತ್ತು ಕಾರ್ಯಾಂಗ ಜನತೆಯ ವಿಶ್ವಾಸವನ್ನು ಕಳೆದುಕೊಂಡಿದೆ. ಅಲ್ಪಸ್ವಲ್ಪ ನ್ಯಾಯಾಂಗದ ಮೇಲೆ ಭರವಸೆ ಇತ್ತು. ಇತ್ತೀಚೆಗೆ ನ್ಯಾಯಮೂರ್ತಿ ವರ್ಮಾ ಅವರ ಮನೆಯಲ್ಲಿ ದೊರಕಿದ್ದ ಕಂತೆ ಕಂತೆ ಹಣ, ಬೇರೆ ಬೇರೆ ನ್ಯಾಯಾಧೀಶರು ವಶಪಡಿಸುತ್ತಿರುವ ಕೆಲವ ಬಹಿರಂಗ bbox=[566, 1196, 696, 1383]
ganati-headline: ಮುಪ್ಪಗಟ್ಟೆ ಗಣತಿ ಸ್ಥಳಕ್ಕೆ ತಹಶೀಲ್ದಾರ್ ನರಸಪ್ಪ ಭೇಟಿ ಪರಿಶೀಲನೆ bbox=[437, 712, 700, 733]
